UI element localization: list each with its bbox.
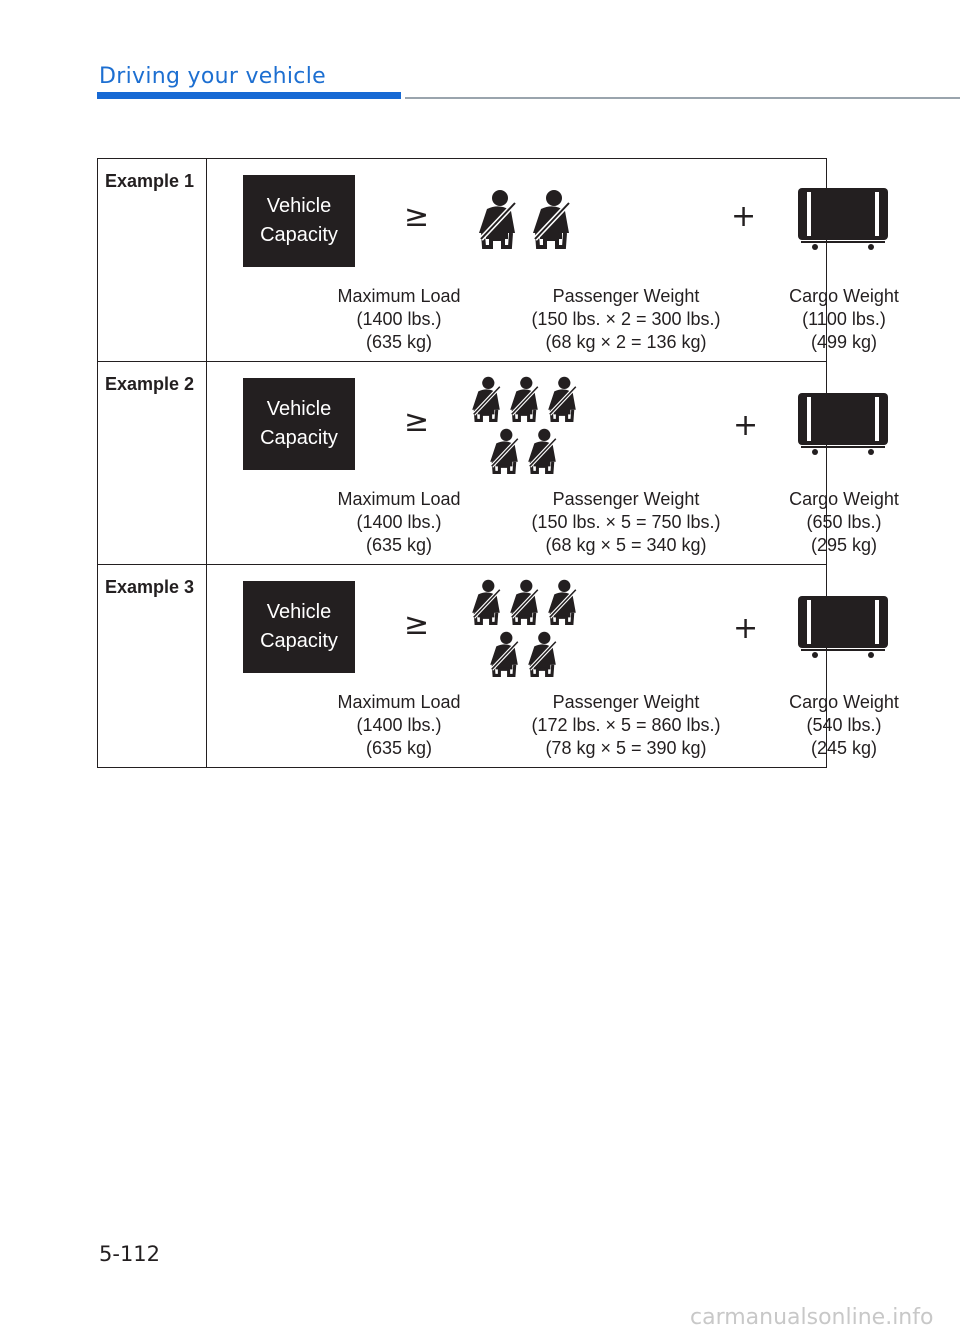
vehicle-capacity-text: Vehicle <box>266 398 332 420</box>
example-row <box>98 362 827 565</box>
caption-line: (172 lbs. × 5 = 860 lbs.) <box>531 715 721 735</box>
caption-line: (1400 lbs.) <box>356 715 442 735</box>
example-content-cell <box>207 362 899 565</box>
cargo-weight-caption <box>747 488 941 557</box>
page-number: 5-112 <box>99 1242 161 1266</box>
caption-line: Maximum Load <box>337 692 461 712</box>
cargo-weight-caption <box>747 285 941 354</box>
example-row <box>98 565 827 768</box>
caption-line: Cargo Weight <box>789 286 899 306</box>
caption-line: (635 kg) <box>365 332 433 352</box>
caption-line: Passenger Weight <box>552 286 700 306</box>
seated-passenger-icon <box>507 579 541 625</box>
example-label-cell <box>98 159 207 362</box>
caption-line: (635 kg) <box>365 535 433 555</box>
greater-equal-symbol: ≥ <box>404 404 430 439</box>
caption-line: (1100 lbs.) <box>802 309 886 329</box>
vehicle-capacity-box <box>243 378 355 470</box>
header-rule <box>405 97 960 99</box>
caption-line: Cargo Weight <box>789 692 899 712</box>
caption-line: (650 lbs.) <box>806 512 882 532</box>
passenger-weight-caption <box>491 691 761 760</box>
maximum-load-caption <box>299 691 499 760</box>
maximum-load-caption <box>299 285 499 354</box>
load-examples-table <box>97 158 899 768</box>
passenger-weight-caption <box>491 488 761 557</box>
watermark: carmanualsonline.info <box>690 1305 934 1330</box>
caption-line: Passenger Weight <box>552 692 700 712</box>
caption-line: (1400 lbs.) <box>356 512 442 532</box>
passenger-weight-caption <box>491 285 761 354</box>
caption-line: (150 lbs. × 5 = 750 lbs.) <box>531 512 721 532</box>
vehicle-capacity-text: Capacity <box>260 427 338 449</box>
caption-line: Maximum Load <box>337 489 461 509</box>
seated-passenger-icon <box>525 631 559 677</box>
seated-passenger-icon <box>545 579 579 625</box>
seated-passenger-icon <box>529 189 573 249</box>
seated-passenger-icon <box>469 579 503 625</box>
caption-line: Maximum Load <box>337 286 461 306</box>
vehicle-capacity-text: Capacity <box>260 630 338 652</box>
caption-line: (78 kg × 5 = 390 kg) <box>545 738 707 758</box>
seated-passenger-icon <box>507 376 541 422</box>
greater-equal-symbol: ≥ <box>404 607 430 642</box>
plus-symbol: + <box>733 611 759 646</box>
vehicle-capacity-text: Capacity <box>260 224 338 246</box>
vehicle-capacity-box <box>243 581 355 673</box>
caption-line: (499 kg) <box>810 332 878 352</box>
caption-line: (150 lbs. × 2 = 300 lbs.) <box>531 309 721 329</box>
caption-line: (68 kg × 5 = 340 kg) <box>545 535 707 555</box>
cargo-weight-caption <box>747 691 941 760</box>
header-accent-bar <box>97 92 401 99</box>
example-row <box>98 159 827 362</box>
example-label: Example 3 <box>105 577 195 597</box>
cargo-icon <box>797 392 889 456</box>
greater-equal-symbol: ≥ <box>404 199 430 234</box>
seated-passenger-icon <box>469 376 503 422</box>
caption-line: (245 kg) <box>810 738 878 758</box>
seated-passenger-icon <box>475 189 519 249</box>
vehicle-capacity-box <box>243 175 355 267</box>
vehicle-capacity-text: Vehicle <box>266 195 332 217</box>
seated-passenger-icon <box>487 631 521 677</box>
seated-passenger-icon <box>545 376 579 422</box>
seated-passenger-icon <box>525 428 559 474</box>
example-label-cell <box>98 565 207 768</box>
plus-symbol: + <box>733 408 759 443</box>
caption-line: Cargo Weight <box>789 489 899 509</box>
example-label-cell <box>98 362 207 565</box>
cargo-icon <box>797 595 889 659</box>
vehicle-capacity-text: Vehicle <box>266 601 332 623</box>
caption-line: (540 lbs.) <box>806 715 882 735</box>
maximum-load-caption <box>299 488 499 557</box>
seated-passenger-icon <box>487 428 521 474</box>
example-content-cell <box>207 565 899 768</box>
plus-symbol: + <box>731 199 757 234</box>
example-content-cell <box>207 159 899 362</box>
example-label: Example 1 <box>105 171 195 191</box>
caption-line: (68 kg × 2 = 136 kg) <box>545 332 707 352</box>
section-title: Driving your vehicle <box>99 64 326 89</box>
caption-line: (1400 lbs.) <box>356 309 442 329</box>
example-label: Example 2 <box>105 374 195 394</box>
caption-line: (295 kg) <box>810 535 878 555</box>
caption-line: (635 kg) <box>365 738 433 758</box>
cargo-icon <box>797 187 889 251</box>
caption-line: Passenger Weight <box>552 489 700 509</box>
